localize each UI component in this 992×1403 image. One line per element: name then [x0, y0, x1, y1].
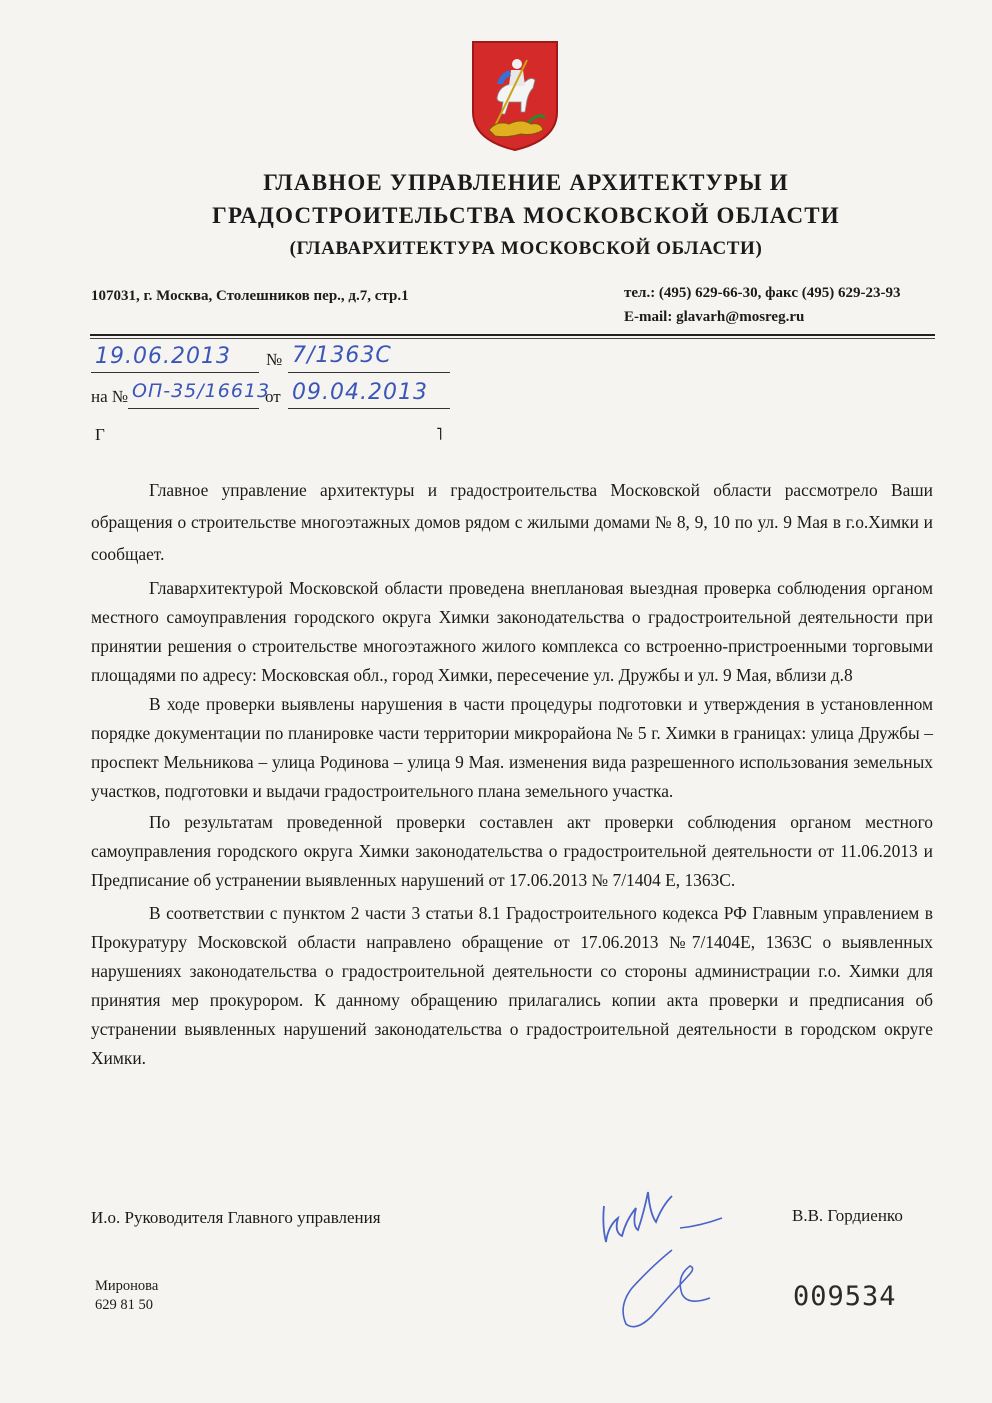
executor-phone: 629 81 50	[95, 1297, 153, 1313]
date-underline	[91, 372, 259, 373]
paragraph-3: В ходе проверки выявлены нарушения в части процедуры подготовки и утверждения в установленном порядке документации по планировке части территории микрорайона № 5 г. Химки в границах: улица Дружбы – проспект Мельникова – улица Родинова – улица 9 Мая. изменения вида разрешенного использования земельных участков, подготовки и выдачи градостроительного плана земельного участка.	[91, 694, 933, 801]
letterhead-title-line-1: ГЛАВНОЕ УПРАВЛЕНИЕ АРХИТЕКТУРЫ И	[263, 170, 789, 195]
header-divider	[90, 334, 935, 336]
reference-date: 09.04.2013	[292, 380, 428, 405]
header-divider-thin	[90, 338, 935, 339]
letterhead-address: 107031, г. Москва, Столешников пер., д.7, стр.1	[91, 288, 409, 304]
ref-date-underline	[288, 408, 450, 409]
letter-body	[91, 474, 933, 1073]
signatory-position: И.о. Руководителя Главного управления	[91, 1208, 381, 1227]
signatory-name: В.В. Гордиенко	[792, 1206, 903, 1225]
paragraph-5: В соответствии с пунктом 2 части 3 статьи 8.1 Градостроительного кодекса РФ Главным управлением в Прокуратуру Московской области направлено обращение от 17.06.2013 №7/1404Е, 1363С о выявленных нарушениях законодательства о градостроительной деятельности со стороны администрации г.о. Химки для принятия мер прокурором. К данному обращению прилагались копии акта проверки и предписания об устранении выявленных нарушений законодательства о градостроительной деятельности в городском округе Химки.	[91, 903, 933, 1068]
letterhead-phone: тел.: (495) 629-66-30, факс (495) 629-23-93	[624, 285, 901, 301]
reference-number: ОП-35/16613	[132, 380, 271, 402]
addressee-corner-left: Г	[95, 425, 105, 444]
addressee-corner-right: ˥	[436, 425, 443, 444]
paragraph-1: Главное управление архитектуры и градостроительства Московской области рассмотрело Ваши обращения о строительстве многоэтажных домов рядом с жилыми домами № 8, 9, 10 по ул. 9 Мая в г.о.Химки и сообщает.	[91, 480, 933, 564]
letterhead-title-line-2: ГРАДОСТРОИТЕЛЬСТВА МОСКОВСКОЙ ОБЛАСТИ	[212, 203, 840, 228]
paragraph-2: Главархитектурой Московской области проведена внеплановая выездная проверка соблюдения органом местного самоуправления городского округа Химки законодательства о градостроительной деятельности при принятии решения о строительстве многоэтажного жилого комплекса со встроенно-пристроенными торговыми площадями по адресу: Московская обл., город Химки, пересечение ул. Дружбы и ул. 9 Мая, вблизи д.8	[91, 578, 933, 685]
executor-name: Миронова	[95, 1278, 159, 1294]
outgoing-number: 7/1363С	[292, 343, 392, 368]
letterhead-email: E-mail: glavarh@mosreg.ru	[624, 309, 805, 325]
reference-label: на №	[91, 387, 129, 406]
paragraph-4: По результатам проведенной проверки составлен акт проверки соблюдения органом местного самоуправления городского округа Химки законодательства о градостроительной деятельности от 11.06.2013 и Предписание об устранении выявленных нарушений от 17.06.2013 № 7/1404 Е, 1363С.	[91, 812, 933, 890]
outgoing-date: 19.06.2013	[95, 344, 231, 369]
number-label: №	[266, 350, 283, 369]
from-label: от	[265, 387, 281, 406]
letterhead-title-line-3: (ГЛАВАРХИТЕКТУРА МОСКОВСКОЙ ОБЛАСТИ)	[289, 238, 763, 259]
coat-of-arms-icon	[469, 40, 561, 152]
handwritten-signature-icon	[592, 1166, 752, 1336]
number-underline	[288, 372, 450, 373]
form-serial-number: 009534	[793, 1281, 897, 1312]
ref-number-underline	[128, 408, 259, 409]
